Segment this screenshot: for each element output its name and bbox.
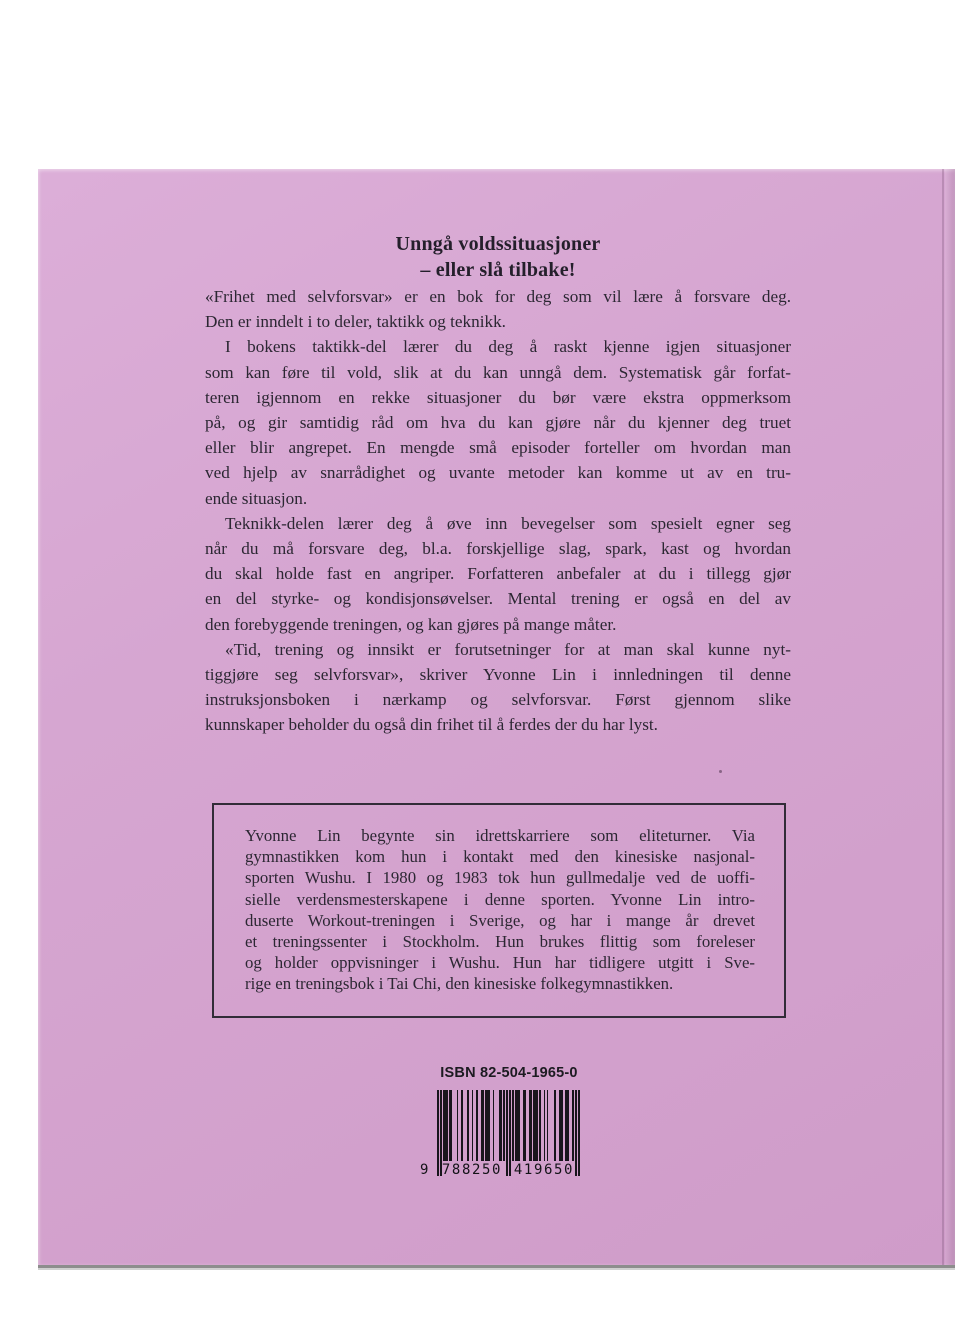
text-line: som kan føre til vold, slik at du kan unngå dem. Systematisk går forfat- (205, 362, 791, 382)
text-line: Den er inndelt i to deler, taktikk og teknikk. (205, 312, 506, 332)
text-line: ved hjelp av snarrådighet og uvante metoder kan komme ut av en tru- (205, 463, 791, 483)
barcode-bar (461, 1090, 463, 1161)
barcode-bar (440, 1090, 442, 1176)
barcode-bar (467, 1090, 469, 1161)
barcode-bar (476, 1090, 478, 1161)
text-line: I bokens taktikk-del lærer du deg å raskt kjenne igjen situasjoner (225, 337, 791, 357)
title-line-1: Unngå voldssituasjoner (395, 233, 601, 255)
text-line: rige en treningsbok i Tai Chi, den kinesiske folkegymnastikken. (245, 974, 674, 994)
text-line: «Tid, trening og innsikt er forutsetninger for at man skal kunne nyt- (225, 639, 791, 659)
barcode-bar (547, 1090, 549, 1161)
barcode-lead-digit: 9 (420, 1162, 429, 1178)
text-line: duserte Workout-treningen i Sverige, og har i mange år drevet (245, 910, 755, 930)
barcode-bar (493, 1090, 495, 1161)
text-line: du skal holde fast en angriper. Forfatteren anbefaler at du i tillegg gjør (205, 564, 791, 584)
barcode-bar (500, 1090, 502, 1161)
text-line: Yvonne Lin begynte sin idrettskarriere som eliteturner. Via (245, 826, 755, 845)
title-line-2: – eller slå tilbake! (420, 259, 576, 281)
barcode-bar (503, 1090, 505, 1161)
barcode-bar (539, 1090, 541, 1161)
barcode-bar (536, 1090, 538, 1161)
barcode-bar (578, 1090, 580, 1176)
text-line: Teknikk-delen lærer deg å øve inn bevegelser som spesielt egner seg (225, 513, 791, 533)
barcode-digits-left: 788250 (441, 1162, 503, 1178)
barcode-bar (572, 1090, 574, 1161)
barcode-bar (512, 1090, 514, 1161)
barcode-bar (488, 1090, 490, 1161)
text-line: en del styrke- og kondisjonsøvelser. Mental trening er også en del av (205, 589, 791, 609)
text-line: gymnastikken kom hun i kontakt med den kinesiske nasjonal- (245, 847, 755, 867)
barcode-bar (568, 1090, 570, 1161)
text-line: og holder oppvisninger i Wushu. Hun har tidligere utgitt i Sve- (245, 953, 755, 973)
text-line: «Frihet med selvforsvar» er en bok for deg som vil lære å forsvare deg. (205, 287, 791, 306)
text-line: ende situasjon. (205, 488, 308, 508)
barcode-bar (544, 1090, 546, 1161)
text-line: instruksjonsboken i nærkamp og selvforsvar. Først gjennom slike (205, 690, 791, 710)
blurb-text (205, 284, 791, 738)
barcode-bar (446, 1090, 448, 1161)
barcode-bar (530, 1090, 532, 1161)
barcode-bar (472, 1090, 474, 1161)
book-back-cover (38, 169, 955, 1268)
print-speck (719, 770, 722, 773)
text-line: teren igjennom en rekke situasjoner du bør være ekstra oppmerksom (205, 387, 791, 407)
text-line: eller blir angrepet. En mengde små episoder forteller om hvordan man (205, 438, 791, 458)
barcode-bar (509, 1090, 511, 1176)
text-line: på, og gir samtidig råd om hva du kan gjøre når du kjenner deg truet (205, 413, 791, 433)
barcode-bar (451, 1090, 453, 1161)
cover-title (205, 231, 791, 283)
text-line: et treningssenter i Stockholm. Hun brukes flittig som foreleser (245, 932, 755, 952)
barcode-bar (562, 1090, 564, 1161)
cover-hinge-crease (942, 169, 944, 1265)
author-bio-box (212, 803, 786, 1018)
isbn-label: ISBN 82-504-1965-0 (440, 1065, 578, 1081)
text-line: tiggjøre seg selvforsvar», skriver Yvonne Lin i innledningen til denne (205, 665, 791, 685)
barcode-bar (457, 1090, 459, 1161)
ean-barcode (420, 1090, 580, 1180)
text-line: når du må forsvare deg, bl.a. forskjellige slag, spark, kast og hvordan (205, 539, 791, 559)
barcode-bar (506, 1090, 508, 1176)
text-line: den forebyggende treningen, og kan gjøres på mange måter. (205, 614, 617, 634)
barcode-bar (482, 1090, 484, 1161)
blurb-column (205, 231, 791, 738)
barcode-bar (575, 1090, 577, 1176)
barcode-bar (524, 1090, 526, 1161)
text-line: sielle verdensmesterskapene i denne sporten. Yvonne Lin intro- (245, 889, 755, 909)
text-line: sporten Wushu. I 1980 og 1983 tok hun gullmedalje ved de uoffi- (245, 868, 755, 888)
barcode-bar (437, 1090, 439, 1176)
barcode-digits-right: 419650 (513, 1162, 575, 1178)
text-line: kunnskaper beholder du også din frihet til å ferdes der du har lyst. (205, 715, 658, 735)
barcode-bar (554, 1090, 556, 1161)
barcode-bar (518, 1090, 520, 1161)
